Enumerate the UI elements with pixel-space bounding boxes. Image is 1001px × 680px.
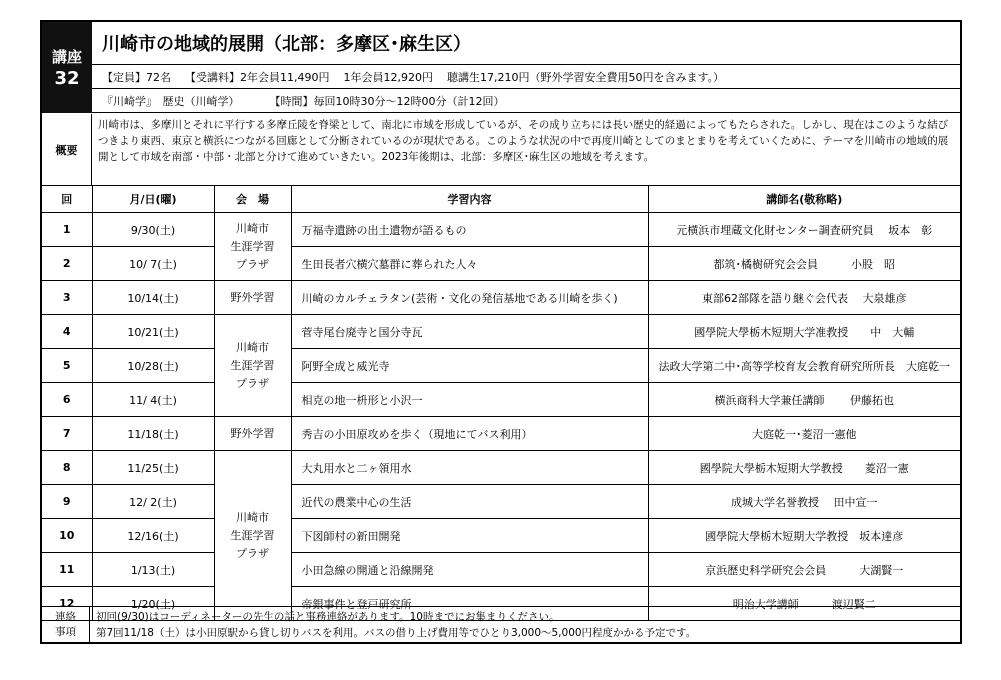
table-row (42, 281, 960, 315)
row-content: 万福寺遺跡の出土遺物が語るもの (291, 213, 648, 247)
row-date: 10/ 7(土) (92, 247, 214, 281)
row-lecturer: 明治大学講師 渡辺賢二 (648, 587, 960, 621)
row-lecturer: 國學院大學栃木短期大学教授 坂本達彦 (648, 519, 960, 553)
row-content: 大丸用水と二ヶ領用水 (291, 451, 648, 485)
row-lecturer: 法政大学第二中･高等学校育友会教育研究所所長 大庭乾一 (648, 349, 960, 383)
notes-text (90, 607, 960, 642)
row-date: 9/30(土) (92, 213, 214, 247)
note-line: 初回(9/30)はコーディネーターの先生の話と事務連絡があります。10時までにお集まりください。 (96, 611, 560, 623)
row-no: 5 (42, 349, 92, 383)
row-no: 6 (42, 383, 92, 417)
row-content: 帝銀事件と登戸研究所 (291, 587, 648, 621)
notes-section (42, 606, 960, 642)
venue-line: プラザ (236, 546, 269, 560)
fee-2yr: 2年会員11,490円 (240, 70, 330, 84)
row-content: 相克の地一枡形と小沢一 (291, 383, 648, 417)
notes-label-line: 事項 (55, 625, 76, 638)
row-date: 10/14(土) (92, 281, 214, 315)
row-date: 12/16(土) (92, 519, 214, 553)
table-row (42, 213, 960, 247)
notes-label (42, 607, 90, 642)
row-lecturer: 横浜商科大学兼任講師 伊藤拓也 (648, 383, 960, 417)
header-no: 回 (42, 186, 92, 213)
row-lecturer: 京浜歴史科学研究会会員 大湖賢一 (648, 553, 960, 587)
summary-label: 概要 (42, 114, 92, 185)
table-header-row (42, 186, 960, 213)
venue-line: 生涯学習 (230, 358, 275, 372)
table-row (42, 247, 960, 281)
table-row (42, 315, 960, 349)
row-no: 11 (42, 553, 92, 587)
fee-auditor: 聴講生17,210円（野外学習安全費用50円を含みます。） (447, 70, 725, 84)
venue-plaza (214, 213, 291, 281)
row-no: 7 (42, 417, 92, 451)
row-date: 11/ 4(土) (92, 383, 214, 417)
row-lecturer: 元横浜市埋蔵文化財センター調査研究員 坂本 彰 (648, 213, 960, 247)
category: 『川崎学』 歴史（川崎学） (102, 94, 240, 108)
row-content: 生田長者穴横穴墓群に葬られた人々 (291, 247, 648, 281)
venue-line: 生涯学習 (230, 528, 275, 542)
venue-field: 野外学習 (214, 417, 291, 451)
venue-line: プラザ (236, 376, 269, 390)
venue-line: 川崎市 (236, 221, 269, 235)
table-row (42, 485, 960, 519)
notes-label-line: 連絡 (55, 610, 76, 623)
table-row (42, 451, 960, 485)
schedule-table (42, 186, 960, 621)
table-row (42, 519, 960, 553)
row-date: 10/28(土) (92, 349, 214, 383)
row-lecturer: 國學院大學栃木短期大学教授 菱沼一憲 (648, 451, 960, 485)
row-content: 菅寺尾台廃寺と国分寺瓦 (291, 315, 648, 349)
row-content: 下図師村の新田開発 (291, 519, 648, 553)
row-date: 1/20(土) (92, 587, 214, 621)
row-no: 9 (42, 485, 92, 519)
row-content: 秀吉の小田原攻めを歩く（現地にてバス利用） (291, 417, 648, 451)
row-date: 10/21(土) (92, 315, 214, 349)
row-no: 1 (42, 213, 92, 247)
row-lecturer: 大庭乾一･菱沼一憲他 (648, 417, 960, 451)
row-lecturer: 國學院大學栃木短期大学准教授 中 大輔 (648, 315, 960, 349)
fee-label: 【受講料】 (185, 70, 240, 84)
row-content: 阿野全成と威光寺 (291, 349, 648, 383)
venue-plaza (214, 451, 291, 621)
row-no: 2 (42, 247, 92, 281)
row-content: 川崎のカルチェラタン(芸術・文化の発信基地である川崎を歩く) (291, 281, 648, 315)
row-lecturer: 成城大学名誉教授 田中宣一 (648, 485, 960, 519)
venue-line: 生涯学習 (230, 239, 275, 253)
course-sheet (40, 20, 962, 644)
note-line: 第7回11/18（土）は小田原駅から貸し切りバスを利用。バスの借り上げ費用等でひとり3,000～5,000円程度かかる予定です。 (96, 627, 697, 639)
venue-line: 川崎市 (236, 340, 269, 354)
table-row (42, 553, 960, 587)
summary-text: 川崎市は、多摩川とそれに平行する多摩丘陵を脊梁として、南北に市域を形成しているが、その成り立ちには長い歴史的経過によってもたらされた。しかし、現在はこのような結びつきより東西、東京と横浜につながる回廊として分断されているのが現状である。このような状況の中で再度川崎としてのまとまりを考えていくために、テーマを川崎市の地域的展開として市域を南部・中部・北部と分けて進めていきたい。2023年後期は、北部：多摩区･麻生区の地域を考えます。 (98, 119, 949, 163)
header-date: 月/日(曜) (92, 186, 214, 213)
row-lecturer: 東部62部隊を語り継ぐ会代表 大泉雄彦 (648, 281, 960, 315)
table-row (42, 417, 960, 451)
row-date: 11/18(土) (92, 417, 214, 451)
fee-row (92, 65, 960, 89)
row-no: 12 (42, 587, 92, 621)
header-venue: 会 場 (214, 186, 291, 213)
row-date: 1/13(土) (92, 553, 214, 587)
header-lecturer: 講師名(敬称略) (648, 186, 960, 213)
venue-line: 川崎市 (236, 510, 269, 524)
lecture-label: 講座 (51, 47, 82, 66)
row-date: 12/ 2(土) (92, 485, 214, 519)
venue-line: プラザ (236, 257, 269, 271)
time-row (92, 89, 960, 113)
row-lecturer: 都筑･橘樹研究会会員 小股 昭 (648, 247, 960, 281)
page-title: 川崎市の地域的展開（北部：多摩区･麻生区） (92, 22, 960, 65)
table-row (42, 383, 960, 417)
time: 【時間】毎回10時30分～12時00分（計12回） (269, 94, 505, 108)
venue-field: 野外学習 (214, 281, 291, 315)
venue-plaza (214, 315, 291, 417)
row-no: 3 (42, 281, 92, 315)
row-no: 4 (42, 315, 92, 349)
fee-1yr: 1年会員12,920円 (343, 70, 433, 84)
row-content: 近代の農業中心の生活 (291, 485, 648, 519)
header-content: 学習内容 (291, 186, 648, 213)
summary-section (42, 114, 960, 186)
lecture-badge (42, 22, 92, 113)
row-no: 10 (42, 519, 92, 553)
row-no: 8 (42, 451, 92, 485)
row-content: 小田急線の開通と沿線開発 (291, 553, 648, 587)
table-row (42, 349, 960, 383)
row-date: 11/25(土) (92, 451, 214, 485)
capacity: 【定員】72名 (102, 70, 171, 84)
lecture-number: 32 (54, 67, 80, 89)
